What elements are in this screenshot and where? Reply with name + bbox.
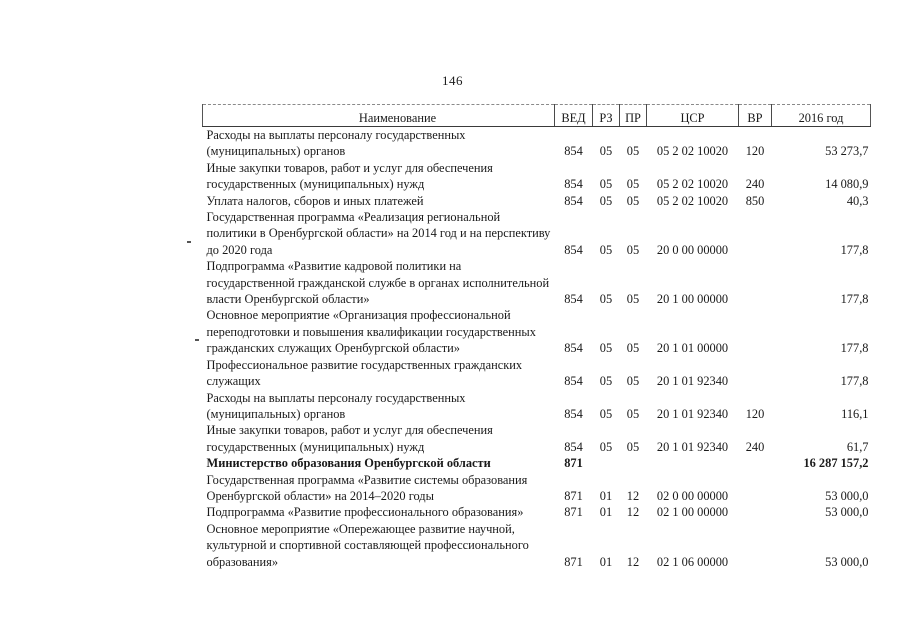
table-row [203, 455, 871, 471]
row-pr: 12 [626, 488, 640, 503]
row-pr: 05 [626, 193, 640, 208]
row-name: Иные закупки товаров, работ и услуг для обеспечения государственных (муниципальных) нужд [206, 423, 493, 454]
row-name: Основное мероприятие «Опережающее развитие научной, культурной и спортивной составляющей профессионального образования» [206, 521, 529, 569]
row-name: Расходы на выплаты персоналу государственных (муниципальных) органов [206, 128, 466, 159]
header-rz: РЗ [593, 105, 620, 127]
row-vr [739, 258, 772, 307]
row-vr: 850 [745, 193, 765, 208]
row-ved: 854 [564, 341, 583, 356]
table-row [203, 357, 871, 390]
row-pr: 05 [626, 144, 640, 159]
row-csr: 20 1 00 00000 [656, 292, 729, 307]
table-row [203, 521, 871, 570]
row-sum: 53 000,0 [825, 488, 869, 503]
row-name: Профессиональное развитие государственных гражданских служащих [206, 357, 523, 389]
table-row [203, 258, 871, 307]
table-row [203, 504, 871, 520]
row-name: Министерство образования Оренбургской области [206, 456, 491, 471]
table-row [203, 307, 871, 356]
row-sum: 53 000,0 [825, 505, 869, 520]
row-ved: 854 [564, 439, 583, 454]
row-vr [739, 472, 772, 505]
header-name: Наименование [203, 105, 555, 127]
row-rz: 01 [599, 554, 613, 569]
row-name: Подпрограмма «Развитие кадровой политики на государственной гражданской службе в органах исполнительной власти Оренбургской области» [206, 259, 550, 307]
row-ved: 854 [564, 177, 583, 192]
row-vr [739, 209, 772, 258]
row-pr: 12 [626, 505, 640, 520]
row-csr: 05 2 02 10020 [656, 177, 729, 192]
row-vr: 120 [745, 406, 765, 421]
row-name: Иные закупки товаров, работ и услуг для обеспечения государственных (муниципальных) нужд [206, 160, 493, 192]
header-sum: 2016 год [772, 105, 871, 127]
row-vr [739, 357, 772, 390]
table-row [203, 193, 871, 209]
row-rz: 05 [599, 439, 613, 454]
table-row [203, 422, 871, 455]
table-row [203, 127, 871, 160]
row-sum: 40,3 [846, 193, 869, 208]
row-rz: 01 [599, 488, 613, 503]
row-csr: 02 1 06 00000 [656, 554, 729, 569]
row-csr [647, 455, 739, 471]
row-ved: 854 [564, 374, 583, 389]
row-pr: 05 [626, 439, 640, 454]
row-sum: 177,8 [840, 292, 869, 307]
table-body [203, 127, 871, 570]
row-rz: 05 [599, 242, 613, 257]
row-ved: 871 [564, 505, 583, 520]
table-header-row [203, 105, 871, 127]
row-vr [739, 521, 772, 570]
row-vr [739, 504, 772, 520]
row-ved: 871 [564, 554, 583, 569]
row-csr: 05 2 02 10020 [656, 144, 729, 159]
row-sum: 14 080,9 [825, 177, 869, 192]
table-row [203, 390, 871, 423]
row-vr: 120 [745, 144, 765, 159]
table-row [203, 209, 871, 258]
row-pr: 05 [626, 242, 640, 257]
row-rz: 05 [599, 341, 613, 356]
row-csr: 05 2 02 10020 [656, 193, 729, 208]
row-csr: 20 1 01 92340 [656, 374, 729, 389]
row-csr: 20 0 00 00000 [656, 242, 729, 257]
header-vr: ВР [739, 105, 772, 127]
row-ved: 854 [564, 292, 583, 307]
row-vr: 240 [745, 439, 765, 454]
row-sum: 177,8 [840, 374, 869, 389]
row-ved: 854 [564, 406, 583, 421]
row-rz: 05 [599, 177, 613, 192]
row-csr: 20 1 01 92340 [656, 406, 729, 421]
row-rz: 05 [599, 193, 613, 208]
row-vr [739, 307, 772, 356]
row-name: Подпрограмма «Развитие профессионального образования» [206, 505, 524, 520]
row-name: Расходы на выплаты персоналу государственных (муниципальных) органов [206, 390, 466, 421]
row-rz: 01 [599, 505, 613, 520]
row-vr: 240 [745, 177, 765, 192]
budget-table [202, 104, 871, 570]
row-name: Основное мероприятие «Организация профессиональной переподготовки и повышения квалификации государственных гражданских служащих Оренбургской области» [206, 308, 536, 356]
header-ved: ВЕД [555, 105, 593, 127]
header-pr: ПР [620, 105, 647, 127]
row-name: Государственная программа «Реализация региональной политики в Оренбургской области» на 2014 год и на перспективу до 2020 года [206, 210, 551, 257]
row-pr: 05 [626, 341, 640, 356]
row-name: Государственная программа «Развитие системы образования Оренбургской области» на 2014–2020 годы [206, 472, 528, 503]
row-pr: 12 [626, 554, 640, 569]
row-csr: 20 1 01 00000 [656, 341, 729, 356]
row-sum: 177,8 [840, 341, 869, 356]
row-pr: 05 [626, 406, 640, 421]
row-pr: 05 [626, 177, 640, 192]
row-sum: 61,7 [846, 439, 869, 454]
row-ved: 854 [564, 193, 583, 208]
margin-mark [195, 339, 199, 341]
row-pr: 05 [626, 374, 640, 389]
row-ved: 854 [564, 144, 583, 159]
row-sum: 177,8 [840, 242, 869, 257]
row-sum: 53 000,0 [825, 554, 869, 569]
row-sum: 16 287 157,2 [803, 456, 869, 471]
row-pr [620, 455, 647, 471]
row-ved: 871 [564, 488, 583, 503]
row-ved: 854 [564, 242, 583, 257]
row-pr: 05 [626, 292, 640, 307]
row-name: Уплата налогов, сборов и иных платежей [206, 193, 424, 208]
row-vr [739, 455, 772, 471]
row-csr: 02 0 00 00000 [656, 488, 729, 503]
row-rz: 05 [599, 292, 613, 307]
row-ved: 871 [564, 456, 583, 471]
row-rz: 05 [599, 144, 613, 159]
row-rz [593, 455, 620, 471]
table-row [203, 472, 871, 505]
table-row [203, 160, 871, 193]
row-rz: 05 [599, 374, 613, 389]
row-rz: 05 [599, 406, 613, 421]
margin-mark [187, 241, 191, 243]
row-sum: 53 273,7 [825, 144, 869, 159]
row-sum: 116,1 [841, 406, 869, 421]
header-csr: ЦСР [647, 105, 739, 127]
page-number: 146 [442, 73, 463, 88]
row-csr: 20 1 01 92340 [656, 439, 729, 454]
row-csr: 02 1 00 00000 [656, 505, 729, 520]
